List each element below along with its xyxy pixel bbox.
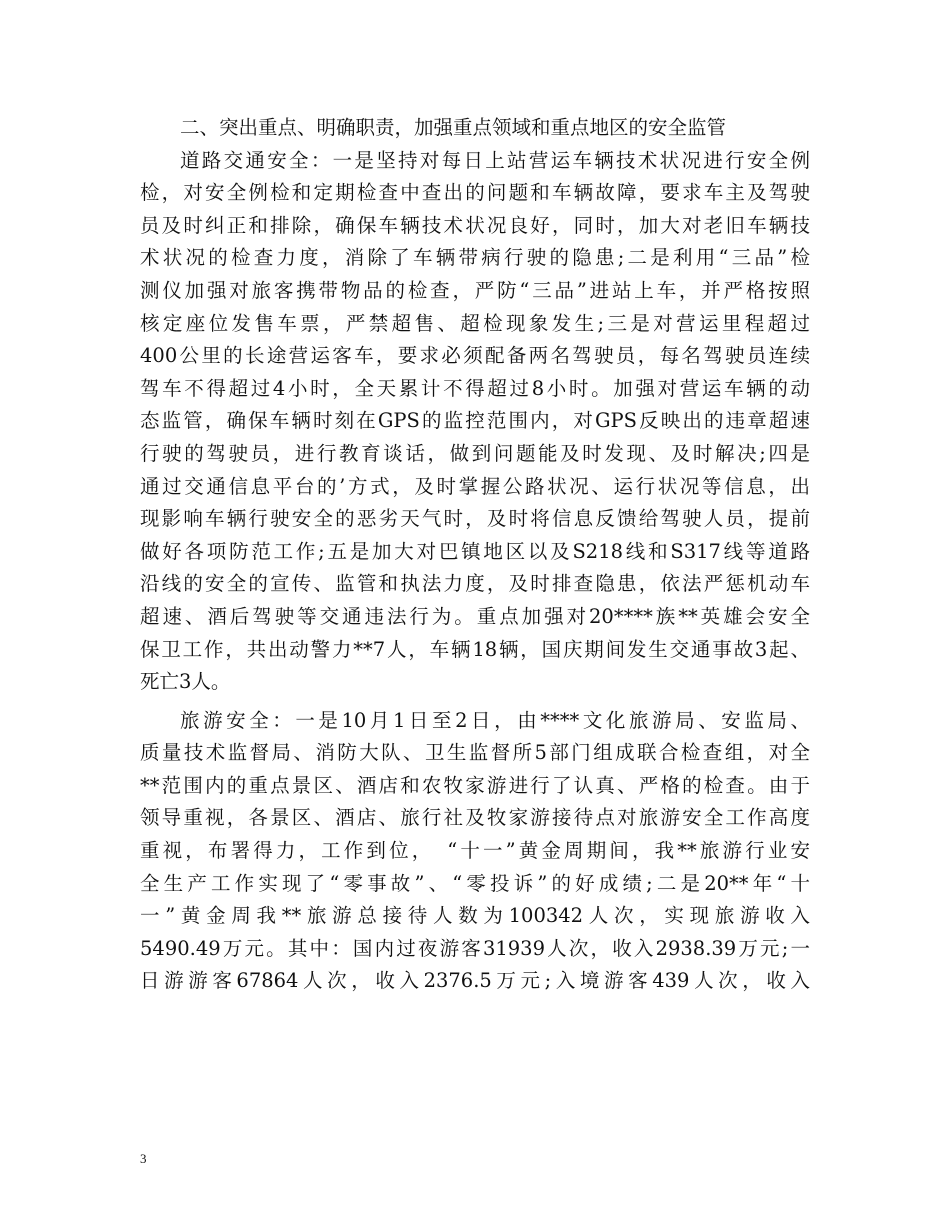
text-line: 做好各项防范工作;五是加大对巴镇地区以及S218线和S317线等道路 [140,539,810,563]
text-line: 测仪加强对旅客携带物品的检查，严防“三品”进站上车，并严格按照 [140,278,810,302]
text-line: 领导重视，各景区、酒店、旅行社及牧家游接待点对旅游安全工作高度 [140,806,810,830]
text-line: 员及时纠正和排除，确保车辆技术状况良好，同时，加大对老旧车辆技 [140,213,810,237]
text-line: 全生产工作实现了“零事故”、“零投诉”的好成绩;二是20**年“十 [140,871,810,895]
text-line: 超速、酒后驾驶等交通违法行为。重点加强对20****族**英雄会安全 [140,604,810,628]
text-line: 保卫工作，共出动警力**7人，车辆18辆，国庆期间发生交通事故3起、 [140,637,810,661]
text-line: 态监管，确保车辆时刻在GPS的监控范围内，对GPS反映出的违章超速 [140,409,810,433]
text-line: 质量技术监督局、消防大队、卫生监督所5部门组成联合检查组，对全 [140,741,810,765]
page-number: 3 [140,1151,147,1166]
paragraph-tourism-safety [140,705,810,998]
section-heading: 二、突出重点、明确职责，加强重点领域和重点地区的安全监管 [180,116,727,139]
text-line: 重视，布署得力，工作到位， “十一”黄金周期间，我**旅游行业安 [140,839,810,863]
text-line: 日游游客67864人次，收入2376.5万元;入境游客439人次，收入 [140,969,810,993]
text-line: 道路交通安全：一是坚持对每日上站营运车辆技术状况进行安全例 [180,148,810,172]
text-line: 死亡3人。 [140,670,231,694]
text-line: 现影响车辆行驶安全的恶劣天气时，及时将信息反馈给驾驶人员，提前 [140,507,810,531]
text-line: 核定座位发售车票，严禁超售、超检现象发生;三是对营运里程超过 [140,311,810,335]
text-line: 检，对安全例检和定期检查中查出的问题和车辆故障，要求车主及驾驶 [140,181,810,205]
text-line: 旅游安全：一是10月1日至2日，由****文化旅游局、安监局、 [180,708,810,732]
text-line: 一”黄金周我**旅游总接待人数为100342人次，实现旅游收入 [140,904,810,928]
text-line: 400公里的长途营运客车，要求必须配备两名驾驶员，每名驾驶员连续 [140,344,810,368]
text-line: 沿线的安全的宣传、监管和执法力度，及时排查隐患，依法严惩机动车 [140,572,810,596]
paragraph-road-safety [140,145,810,699]
text-line: 行驶的驾驶员，进行教育谈话，做到问题能及时发现、及时解决;四是 [140,441,810,465]
text-line: 驾车不得超过4小时，全天累计不得超过8小时。加强对营运车辆的动 [140,376,810,400]
text-line: 术状况的检查力度，消除了车辆带病行驶的隐患;二是利用“三品”检 [140,246,810,270]
text-line: 5490.49万元。其中：国内过夜游客31939人次，收入2938.39万元;一 [140,936,810,960]
text-line: 通过交通信息平台的’方式，及时掌握公路状况、运行状况等信息，出 [140,474,810,498]
text-line: **范围内的重点景区、酒店和农牧家游进行了认真、严格的检查。由于 [140,773,810,797]
document-body [140,112,810,998]
